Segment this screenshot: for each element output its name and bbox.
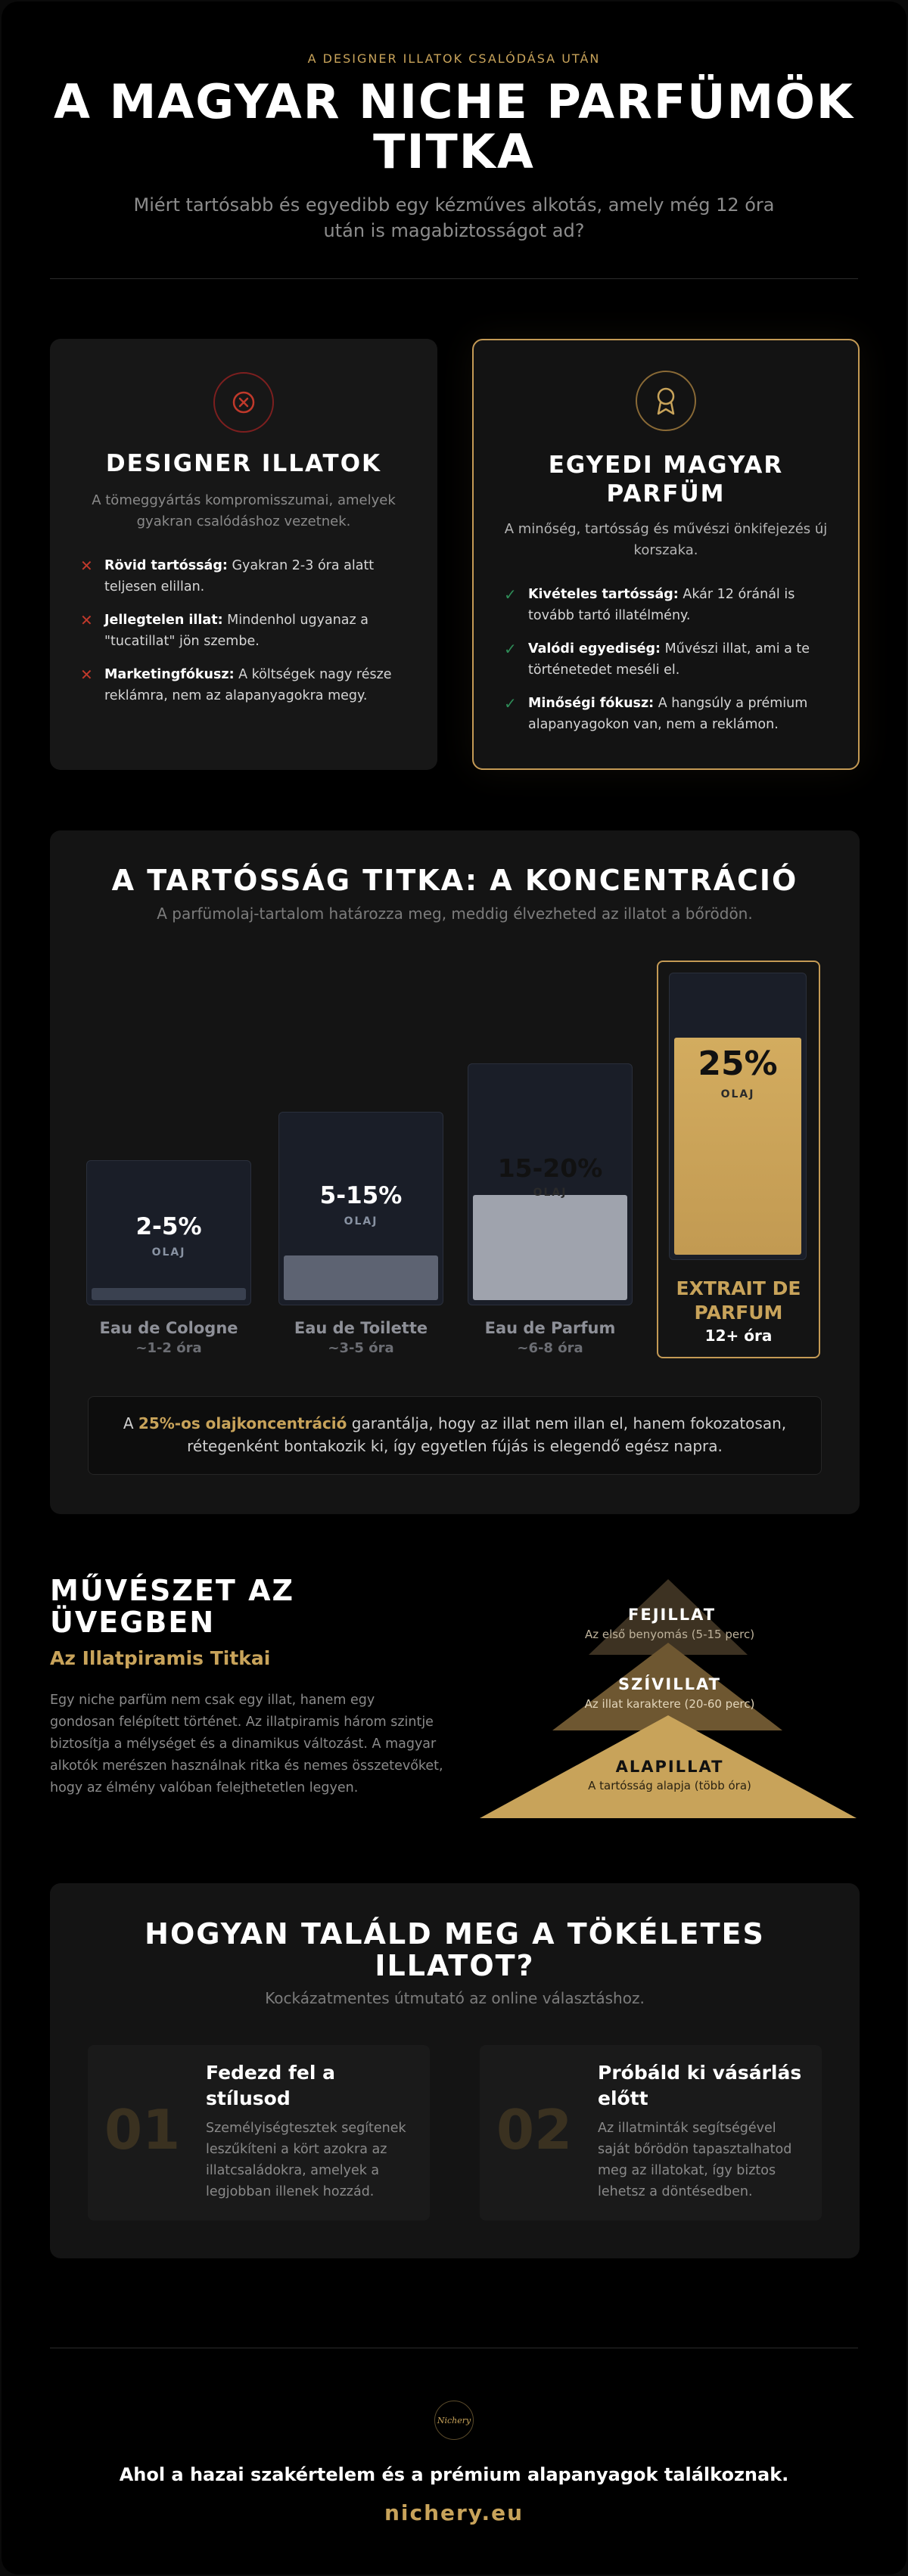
step-card (480, 2045, 822, 2221)
list-item (80, 664, 406, 706)
footer-website-link[interactable]: nichery.eu (384, 2500, 524, 2525)
check-icon: ✓ (504, 640, 517, 658)
feature-text: Akár 12 óránál is tovább tartó illatélmény. (528, 587, 795, 623)
magyar-card-desc: A minőség, tartósság és művészi önkifejezés új korszaka. (504, 521, 828, 558)
step-number: 02 (496, 2098, 573, 2162)
infographic-page (2, 2, 906, 2574)
concentration-note (88, 1396, 822, 1475)
feature-label: Rövid tartósság: (104, 558, 228, 573)
guide-section (50, 1883, 860, 2258)
concentration-oil-label: OLAJ (533, 1187, 568, 1199)
list-item (80, 610, 406, 652)
note-highlight: 25%-os olajkoncentráció (138, 1414, 347, 1432)
concentration-oil-label: OLAJ (720, 1088, 755, 1100)
step-desc: Az illatminták segítségével saját bőrödön tapasztalhatod meg az illatokat, így biztos lehetsz a döntésedben. (598, 2121, 792, 2199)
concentration-bar (669, 973, 807, 1260)
cross-icon: ✕ (80, 666, 93, 684)
feature-label: Jellegtelen illat: (104, 613, 223, 628)
guide-title: HOGYAN TALÁLD MEG A TÖKÉLETES ILLATOT? (145, 1917, 765, 1982)
step-desc: Személyiségtesztek segítenek leszűkíteni a kört azokra az illatcsaládokra, amelyek a legjobban illenek hozzád. (206, 2121, 406, 2199)
list-item (504, 638, 829, 681)
concentration-bar (278, 1112, 443, 1305)
brand-logo (434, 2401, 474, 2440)
footer-tagline: Ahol a hazai szakértelem és a prémium alapanyagok találkoznak. (119, 2464, 789, 2485)
step-number: 01 (104, 2098, 181, 2162)
concentration-duration: ~3-5 óra (328, 1340, 394, 1356)
list-item (504, 584, 829, 626)
note-text: A (123, 1414, 138, 1432)
concentration-type-label: EXTRAIT DE PARFUM (676, 1277, 801, 1324)
pyramid-label-top: FEJILLAT (628, 1606, 717, 1624)
concentration-section (50, 830, 860, 1514)
pyramid-label-base: ALAPILLAT (615, 1758, 724, 1776)
designer-card (50, 339, 437, 770)
magyar-card-title: EGYEDI MAGYAR PARFÜM (548, 452, 784, 507)
concentration-percent: 5-15% (319, 1182, 403, 1209)
concentration-duration: 12+ óra (704, 1327, 773, 1345)
concentration-subtitle: A parfümolaj-tartalom határozza meg, meddig élvezheted az illatot a bőrödön. (157, 905, 753, 923)
magyar-card (472, 339, 860, 770)
feature-text: Mindenhol ugyanaz a "tucatillat" jön szembe. (104, 613, 368, 649)
concentration-type-label: Eau de Parfum (484, 1319, 616, 1337)
page-title: A MAGYAR NICHE PARFÜMÖK TITKA (54, 74, 854, 179)
pyramid-title: MŰVÉSZET AZ ÜVEGBEN (50, 1574, 295, 1639)
concentration-percent: 15-20% (497, 1153, 603, 1183)
designer-card-title: DESIGNER ILLATOK (105, 450, 382, 477)
concentration-duration: ~6-8 óra (517, 1340, 583, 1356)
concentration-bar (86, 1160, 251, 1305)
step-title: Fedezd fel a stílusod (206, 2062, 335, 2109)
list-item (80, 555, 406, 597)
check-icon: ✓ (504, 585, 517, 604)
designer-card-desc: A tömeggyártás kompromisszumai, amelyek gyakran csalódáshoz vezetnek. (92, 492, 396, 529)
step-title: Próbáld ki vásárlás előtt (598, 2062, 802, 2109)
feature-label: Kivételes tartósság: (528, 587, 679, 602)
eyebrow-text: A DESIGNER ILLATOK CSALÓDÁSA UTÁN (307, 51, 601, 66)
concentration-type-label: Eau de Toilette (294, 1319, 428, 1337)
feature-text: A hangsúly a prémium alapanyagokon van, nem a reklámon. (528, 696, 808, 732)
concentration-duration: ~1-2 óra (135, 1340, 202, 1356)
concentration-percent: 2-5% (135, 1213, 202, 1240)
pyramid-subtitle: Az Illatpiramis Titkai (50, 1647, 271, 1669)
designer-feature-list (80, 555, 406, 706)
concentration-title: A TARTÓSSÁG TITKA: A KONCENTRÁCIÓ (111, 864, 798, 897)
page-subtitle: Miért tartósabb és egyedibb egy kézműves alkotás, amely még 12 óra után is magabiztosságot ad? (133, 194, 775, 241)
concentration-percent: 25% (698, 1044, 778, 1083)
concentration-bar-fill (92, 1288, 246, 1300)
concentration-bar (468, 1063, 633, 1305)
pyramid-label-middle: SZÍVILLAT (618, 1675, 721, 1693)
concentration-bar-fill (473, 1195, 627, 1300)
header-divider (50, 278, 858, 279)
step-card (88, 2045, 430, 2221)
concentration-bar-fill (284, 1255, 438, 1300)
feature-text: Gyakran 2-3 óra alatt teljesen elillan. (104, 558, 375, 594)
check-icon: ✓ (504, 694, 517, 712)
feature-label: Valódi egyediség: (528, 641, 661, 656)
note-text: garantálja, hogy az illat nem illan el, hanem fokozatosan, rétegenként bontakozik ki, így egyetlen fújás is elegendő egész napra. (187, 1414, 787, 1455)
concentration-type-label: Eau de Cologne (99, 1319, 238, 1337)
list-item (504, 693, 829, 735)
cross-icon: ✕ (80, 611, 93, 629)
magyar-feature-list (504, 584, 829, 735)
feature-text: Művészi illat, ami a te történetedet meséli el. (528, 641, 810, 678)
pyramid-text: Egy niche parfüm nem csak egy illat, hanem egy gondosan felépített történet. Az illatpiramis három szintje biztosítja a mélységet és a dinamikus változást. A magyar alkotók merészen használnak ritka és nemes összetevőket, hogy az élmény valóban felejthetetlen legyen. (50, 1693, 443, 1795)
pyramid-desc-middle: Az illat karaktere (20-60 perc) (584, 1697, 755, 1711)
feature-label: Minőségi fókusz: (528, 696, 655, 711)
cross-icon: ✕ (80, 557, 93, 575)
concentration-oil-label: OLAJ (151, 1246, 186, 1259)
feature-text: A költségek nagy része reklámra, nem az alapanyagokra megy. (104, 667, 392, 703)
logo-text: Nichery (437, 2415, 471, 2425)
pyramid-desc-top: Az első benyomás (5-15 perc) (584, 1628, 755, 1641)
concentration-oil-label: OLAJ (344, 1215, 378, 1227)
award-ribbon-icon (636, 371, 696, 431)
feature-label: Marketingfókusz: (104, 667, 235, 682)
pyramid-desc-base: A tartósság alapja (több óra) (588, 1779, 751, 1792)
x-circle-icon (213, 372, 274, 433)
guide-subtitle: Kockázatmentes útmutató az online választáshoz. (265, 1989, 645, 2007)
